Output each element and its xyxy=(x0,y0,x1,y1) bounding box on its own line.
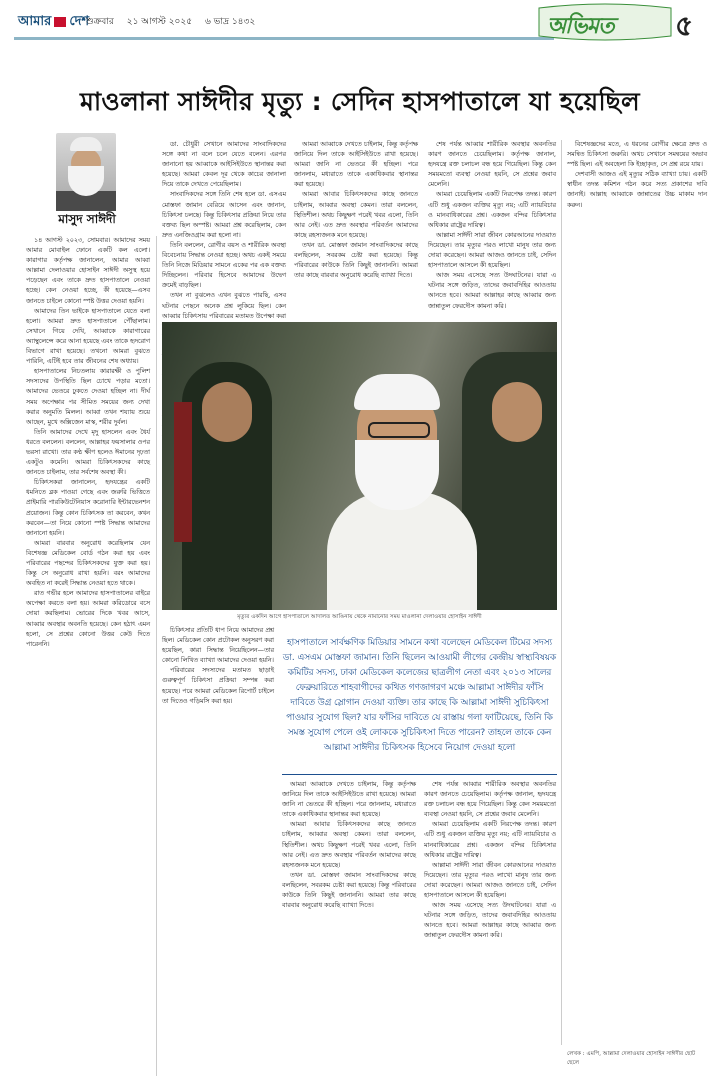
pull-quote-rule xyxy=(282,774,557,775)
paragraph: শেষ পর্যন্ত আব্বার শারীরিক অবস্থার অবনতির কারণ জানতে চেয়েছিলাম। কর্তৃপক্ষ জানাল, হৃদযন্ত্রে রক্ত চলাচল বন্ধ হয়ে গিয়েছিল। কিন্তু কেন সময়মতো ব্যবস্থা নেওয়া হয়নি, সে প্রশ্নের জবাব মেলেনি। xyxy=(428,141,556,189)
paper-logo xyxy=(18,12,89,33)
paragraph: আল্লামা সাঈদী সারা জীবন কোরআনের দাওয়াত দিয়েছেন। তার মৃত্যুর পরও লাখো মানুষ তার জন্য দোয়া করেছেন। আমরা আজও জানতে চাই, সেদিন হাসপাতালে আসলে কী হয়েছিল। xyxy=(424,861,556,900)
paragraph: তিনি আমাদের দেখে মৃদু হাসলেন এবং ধৈর্য ধরতে বললেন। বললেন, আল্লাহর ফয়সালার ওপর ভরসা রাখো। তার কণ্ঠ ক্ষীণ হলেও ঈমানের দৃঢ়তা একটুও কমেনি। আমরা চিকিৎসকদের কাছে জানতে চাইলাম, তার সর্বশেষ অবস্থা কী। xyxy=(26,428,150,477)
issue-day: শুক্রবার xyxy=(86,17,114,27)
article-headline: মাওলানা সাঈদীর মৃত্যু : সেদিন হাসপাতালে যা হয়েছিল xyxy=(80,87,640,116)
logo-mark xyxy=(54,17,66,27)
paragraph: আজ সময় এসেছে সত্য উদঘাটনের। যারা এ ঘটনার সঙ্গে জড়িত, তাদের জবাবদিহির আওতায় আনতে হবে। আমরা আল্লাহর কাছে আব্বার জন্য জান্নাতুল ফেরদৌস কামনা করি। xyxy=(428,272,556,310)
author-portrait xyxy=(56,133,116,205)
author-name: মাসুদ সাঈদী xyxy=(58,212,116,226)
paragraph: চিকিৎসার প্রতিটি ধাপ নিয়ে আমাদের প্রশ্ন ছিল। মেডিকেল কোন প্রটোকল অনুসরণ করা হয়েছিল, কারা সিদ্ধান্ত নিয়েছিলেন—তার কোনো লিখিত ব্যাখ্যা আমাদের দেওয়া হয়নি। xyxy=(162,627,274,665)
paragraph: পরিবারের সদস্যদের মতামত ছাড়াই গুরুত্বপূর্ণ চিকিৎসা প্রক্রিয়া সম্পন্ন করা হয়েছে। পরে আমরা মেডিকেল রিপোর্ট চাইলে তা দিতেও গড়িমসি করা হয়। xyxy=(162,667,274,705)
masthead xyxy=(0,0,720,60)
article-column-5 xyxy=(567,140,707,1045)
paragraph: আমরা আব্বাকে দেখতে চাইলাম, কিন্তু কর্তৃপক্ষ জানিয়ে দিল তাকে আইসিইউতে রাখা হয়েছে। আমরা জানি না ভেতরে কী হচ্ছিল। পরে জানলাম, মধ্যরাতে তাকে একাধিকবার স্থানান্তর করা হয়েছে। xyxy=(282,781,416,819)
masthead-rule xyxy=(14,37,554,40)
paragraph: ১৪ আগস্ট ২০২৩, সোমবার। আমাদের সময় আমার মোবাইল ফোনে একটি কল এলো। কারাগার কর্তৃপক্ষ জানালেন, আমার আব্বা আল্লামা দেলাওয়ার হোসাইন সাঈদী অসুস্থ হয়ে পড়েছেন এবং তাকে দ্রুত হাসপাতালে নেওয়া হচ্ছে। কেন নেওয়া হচ্ছে, কী হয়েছে—এসব জানতে চাইলে কোনো স্পষ্ট উত্তর দেওয়া হয়নি। xyxy=(26,237,150,305)
paragraph: আমরা চেয়েছিলাম একটি নিরপেক্ষ তদন্ত। কারণ এটি শুধু একজন ব্যক্তির মৃত্যু নয়; এটি ন্যায়বিচার ও মানবাধিকারের প্রশ্ন। একজন বন্দির চিকিৎসার অধিকার রাষ্ট্রের দায়িত্ব। xyxy=(424,821,556,859)
pull-quote: হাসপাতালে সার্বক্ষণিক মিডিয়ার সামনে কথা বলেছেন মেডিকেল টিমের সদস্য ডা. এসএম মোস্তফা জামান। তিনি ছিলেন আওয়ামী লীগের কেন্দ্রীয় স্বাস্থ্যবিষয়ক কমিটির সদস্য, ঢাকা মেডিকেল কলেজের ছাত্রলীগ নেতা এবং ২০১৩ সালের ফেব্রুয়ারিতে শাহবাগীদের কথিত গণজাগরণ মঞ্চে আল্লামা সাঈদীর ফাঁসি দাবিতে উগ্র স্লোগান দেওয়া ব্যক্তি। তার কাছে কি আল্লামা সাঈদী সুচিকিৎসা পাওয়ার সুযোগ ছিল? যার ফাঁসির দাবিতে যে রাস্তায় গলা ফাটিয়েছে, তিনি কি সমস্ত সুযোগ পেলে ওই লোককে সুচিকিৎসা দিতে পারেন? তাহলে তাকে কেন আল্লামা সাঈদীর চিকিৎসক হিসেবে নিয়োগ দেওয়া হলো xyxy=(282,638,557,753)
issue-date-en: ২১ আগস্ট ২০২৫ xyxy=(126,17,193,27)
article-column-3-bottom xyxy=(282,780,416,1076)
article-photo xyxy=(162,322,557,610)
paper-name-left: আমার xyxy=(18,14,52,29)
paragraph: আল্লামা সাঈদী সারা জীবন কোরআনের দাওয়াত দিয়েছেন। তার মৃত্যুর পরও লাখো মানুষ তার জন্য দোয়া করেছেন। আমরা আজও জানতে চাই, সেদিন হাসপাতালে আসলে কী হয়েছিল। xyxy=(428,231,556,270)
paragraph: আজ সময় এসেছে সত্য উদঘাটনের। যারা এ ঘটনার সঙ্গে জড়িত, তাদের জবাবদিহির আওতায় আনতে হবে। আমরা আল্লাহর কাছে আব্বার জন্য জান্নাতুল ফেরদৌস কামনা করি। xyxy=(424,902,556,940)
paragraph: দেশবাসী আজও এই মৃত্যুর সঠিক ব্যাখ্যা চায়। একটি স্বাধীন তদন্ত কমিশন গঠন করে সত্য প্রকাশের দাবি জানাই। আল্লাহ আব্বাকে জান্নাতের উচ্চ মাকাম দান করুন। xyxy=(567,171,707,209)
section-banner xyxy=(535,2,675,42)
paragraph: তিনি বললেন, রোগীর বয়স ও শারীরিক অবস্থা বিবেচনায় সিদ্ধান্ত নেওয়া হচ্ছে। অথচ একই সময়ে তিনি নিজে মিডিয়ার সামনে একের পর এক বক্তব্য দিচ্ছিলেন। পরিবার হিসেবে আমাদের উদ্বেগ ক্রমেই বাড়ছিল। xyxy=(162,241,286,290)
paragraph: আমরা আব্বাকে দেখতে চাইলাম, কিন্তু কর্তৃপক্ষ জানিয়ে দিল তাকে আইসিইউতে রাখা হয়েছে। আমরা জানি না ভেতরে কী হচ্ছিল। পরে জানলাম, মধ্যরাতে তাকে একাধিকবার স্থানান্তর করা হয়েছে। xyxy=(294,141,418,189)
paragraph: শেষ পর্যন্ত আব্বার শারীরিক অবস্থার অবনতির কারণ জানতে চেয়েছিলাম। কর্তৃপক্ষ জানাল, হৃদযন্ত্রে রক্ত চলাচল বন্ধ হয়ে গিয়েছিল। কিন্তু কেন সময়মতো ব্যবস্থা নেওয়া হয়নি, সে প্রশ্নের জবাব মেলেনি। xyxy=(424,781,556,819)
photo-caption: মৃত্যুর একদিন আগে হাসপাতালে আদালত আঙিনায় থেকে নামানোর সময় মাওলানা দেলাওয়ার হোসাইন সাঈদী xyxy=(237,614,482,620)
paragraph: আমরা আবার চিকিৎসকদের কাছে জানতে চাইলাম, আব্বার অবস্থা কেমন। তারা বললেন, স্থিতিশীল। অথচ কিছুক্ষণ পরেই খবর এলো, তিনি আর নেই। এত দ্রুত অবস্থার পরিবর্তন আমাদের কাছে রহস্যজনক মনে হয়েছে। xyxy=(282,821,416,869)
article-column-4-top xyxy=(428,140,556,322)
paragraph: তখন ডা. মোস্তফা জামান সাংবাদিকদের কাছে বলছিলেন, সবরকম চেষ্টা করা হয়েছে। কিন্তু পরিবারের কাউকে তিনি কিছুই জানাননি। আমরা তার কাছে বারবার অনুরোধ করেছি ব্যাখ্যা দিতে। xyxy=(294,241,418,280)
paragraph: হাসপাতালের নিচতলায় কারারক্ষী ও পুলিশ সদস্যদের উপস্থিতি ছিল চোখে পড়ার মতো। আমাদের ভেতরে ঢুকতে দেওয়া হচ্ছিল না। দীর্ঘ সময় অপেক্ষার পর সীমিত সময়ের জন্য দেখা করার অনুমতি মিলল। আব্বা তখন শয্যায় শুয়ে আছেন, মুখে অক্সিজেন মাস্ক, শরীর দুর্বল। xyxy=(26,368,150,426)
author-footnote: লেখক : এমপি, আল্লামা দেলাওয়ার হোসাইন সাঈদীর ছোট ছেলে xyxy=(567,1051,696,1066)
paper-name-right: দেশ xyxy=(69,14,90,29)
paragraph: তখন ডা. মোস্তফা জামান সাংবাদিকদের কাছে বলছিলেন, সবরকম চেষ্টা করা হয়েছে। কিন্তু পরিবারের কাউকে তিনি কিছুই জানাননি। আমরা তার কাছে বারবার অনুরোধ করেছি ব্যাখ্যা দিতে। xyxy=(282,871,416,910)
paragraph: সাংবাদিকদের সঙ্গে তিনি শেষ হলে ডা. এসএম মোস্তফা জামান বেরিয়ে আসেন এবং জানান, চিকিৎসা চলছে। কিন্তু চিকিৎসার প্রক্রিয়া নিয়ে তার বক্তব্য ছিল অস্পষ্ট। আমরা প্রশ্ন করেছিলাম, কেন দ্রুত এনজিওগ্রাম করা হলো না। xyxy=(162,191,286,239)
paragraph: আমরা আবার চিকিৎসকদের কাছে জানতে চাইলাম, আব্বার অবস্থা কেমন। তারা বললেন, স্থিতিশীল। অথচ কিছুক্ষণ পরেই খবর এলো, তিনি আর নেই। এত দ্রুত অবস্থার পরিবর্তন আমাদের কাছে রহস্যজনক মনে হয়েছে। xyxy=(294,191,418,239)
issue-date-bn: ৬ ভাদ্র ১৪৩২ xyxy=(204,17,256,27)
paragraph: চিকিৎসকরা জানালেন, হৃদযন্ত্রের একটি ধমনিতে ব্লক পাওয়া গেছে এবং জরুরি ভিত্তিতে প্রাইমারি পারকিউটেনিয়াস করোনারি ইন্টারভেনশন প্রয়োজন। কিন্তু কোন চিকিৎসক তা করবেন, কখন করবেন—তা নিয়ে কোনো স্পষ্ট সিদ্ধান্ত আমাদের জানানো হয়নি। xyxy=(26,479,150,537)
column-divider xyxy=(156,236,157,1076)
paragraph: তখন না বুঝলেও এখন বুঝতে পারছি, এসব ঘটনার পেছনে অনেক প্রশ্ন লুকিয়ে ছিল। কেন আব্বার চিকিৎসায় পরিবারের মতামত উপেক্ষা করা xyxy=(162,292,286,320)
paragraph: বিশেষজ্ঞদের মতে, এ ধরনের রোগীর ক্ষেত্রে দ্রুত ও সমন্বিত চিকিৎসা জরুরি। অথচ সেখানে সমন্বয়ের অভাব স্পষ্ট ছিল। এই অবহেলা কি ইচ্ছাকৃত, সে প্রশ্ন রয়ে যায়। xyxy=(567,141,707,169)
author-box xyxy=(26,133,148,228)
paragraph: রাত গভীর হলে আমাদের হাসপাতালের বাইরে অপেক্ষা করতে বলা হয়। আমরা করিডোরে বসে দোয়া করছিলাম। ভোরের দিকে খবর আসে, আব্বার অবস্থার অবনতি হয়েছে। কেন হঠাৎ এমন হলো, সে প্রশ্নের কোনো উত্তর কেউ দিতে পারেননি। xyxy=(26,590,150,648)
paragraph: আমাদের তিন ভাইকে হাসপাতালে যেতে বলা হলো। আমরা দ্রুত হাসপাতালে পৌঁছালাম। সেখানে গিয়ে দেখি, আব্বাকে কারাগারের অ্যাম্বুলেন্সে করে আনা হয়েছে এবং তাকে হৃদরোগ বিভাগে রাখা হয়েছে। তখনো আমরা বুঝতে পারিনি, এটিই হবে তার জীবনের শেষ অধ্যায়। xyxy=(26,307,150,366)
article-column-3-top xyxy=(294,140,418,322)
article-column-4-bottom xyxy=(424,780,556,1076)
article-column-2-bottom xyxy=(162,626,274,1076)
issue-date xyxy=(86,14,265,29)
paragraph: আমরা বারবার অনুরোধ করেছিলাম যেন বিশেষজ্ঞ মেডিকেল বোর্ড গঠন করা হয় এবং পরিবারের পছন্দের চিকিৎসকদের যুক্ত করা হয়। কিন্তু সে অনুরোধ রাখা হয়নি। বরং আমাদের অবহিত না করেই সিদ্ধান্ত নেওয়া হতে থাকে। xyxy=(26,539,150,588)
paragraph: ডা. চৌধুরী সেখানে আমাদের সাংবাদিকদের সঙ্গে কথা না বলে চলে যেতে বলেন। এরপর জানানো হয় আব্বাকে আইসিইউতে স্থানান্তর করা হয়েছে। আমরা কেবল দূর থেকে কাচের জানালা দিয়ে তাকে দেখতে পেয়েছিলাম। xyxy=(162,141,286,189)
section-title: অভিমত xyxy=(547,14,614,39)
page-number: ৫ xyxy=(675,9,694,42)
article-column-2-top xyxy=(162,140,286,322)
article-column-1 xyxy=(26,236,150,1076)
paragraph: আমরা চেয়েছিলাম একটি নিরপেক্ষ তদন্ত। কারণ এটি শুধু একজন ব্যক্তির মৃত্যু নয়; এটি ন্যায়বিচার ও মানবাধিকারের প্রশ্ন। একজন বন্দির চিকিৎসার অধিকার রাষ্ট্রের দায়িত্ব। xyxy=(428,191,556,229)
column-divider xyxy=(561,140,562,1045)
